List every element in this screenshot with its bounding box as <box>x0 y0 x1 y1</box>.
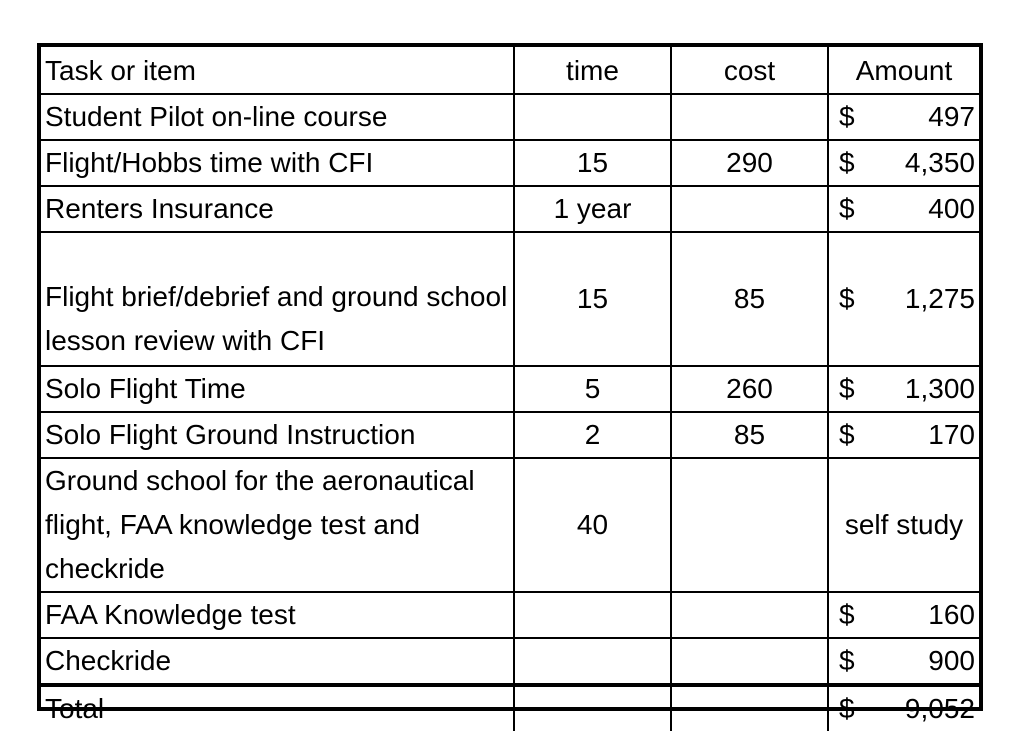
time-cell: 1 year <box>514 186 671 232</box>
cost-table-container <box>37 43 983 724</box>
header-amount: Amount <box>828 47 979 94</box>
amount-cell <box>828 232 979 366</box>
table-row <box>41 412 979 458</box>
table-row <box>41 140 979 186</box>
cost-cell: 85 <box>671 232 828 366</box>
time-cell: 15 <box>514 232 671 366</box>
time-cell <box>514 638 671 685</box>
cost-cell <box>671 592 828 638</box>
currency-symbol: $ <box>839 147 855 178</box>
time-cell: 40 <box>514 458 671 592</box>
cost-cell: 290 <box>671 140 828 186</box>
amount-cell: self study <box>828 458 979 592</box>
amount-value: 400 <box>928 193 975 224</box>
cost-cell <box>671 186 828 232</box>
table-row <box>41 232 979 366</box>
task-cell <box>41 458 514 592</box>
amount-cell <box>828 592 979 638</box>
amount-cell <box>828 412 979 458</box>
amount-value: 900 <box>928 645 975 676</box>
table-row <box>41 638 979 685</box>
header-task: Task or item <box>41 47 514 94</box>
cost-cell <box>671 94 828 140</box>
task-cell: Solo Flight Ground Instruction <box>41 412 514 458</box>
task-cell: Student Pilot on-line course <box>41 94 514 140</box>
currency-symbol: $ <box>839 373 855 404</box>
currency-symbol: $ <box>839 101 855 132</box>
total-amount-value: 9,052 <box>904 693 975 724</box>
amount-cell <box>828 94 979 140</box>
amount-value: 170 <box>928 419 975 450</box>
amount-value: 497 <box>928 101 975 132</box>
amount-value: 1,300 <box>904 373 975 404</box>
time-cell: 5 <box>514 366 671 412</box>
table-row <box>41 186 979 232</box>
time-cell: 15 <box>514 140 671 186</box>
header-time: time <box>514 47 671 94</box>
total-label: Total <box>41 685 514 731</box>
table-row <box>41 458 979 592</box>
table-row <box>41 366 979 412</box>
time-cell <box>514 592 671 638</box>
task-cell: Renters Insurance <box>41 186 514 232</box>
total-time-cell <box>514 685 671 731</box>
time-cell <box>514 94 671 140</box>
cost-table <box>41 47 979 731</box>
task-cell <box>41 232 514 366</box>
amount-cell <box>828 638 979 685</box>
time-cell: 2 <box>514 412 671 458</box>
currency-symbol: $ <box>839 599 855 630</box>
amount-value: 160 <box>928 599 975 630</box>
currency-symbol: $ <box>839 693 855 724</box>
task-cell: FAA Knowledge test <box>41 592 514 638</box>
amount-cell <box>828 366 979 412</box>
cost-cell: 85 <box>671 412 828 458</box>
currency-symbol: $ <box>839 283 855 314</box>
amount-value: 4,350 <box>904 147 975 178</box>
cost-cell <box>671 638 828 685</box>
task-cell: Flight/Hobbs time with CFI <box>41 140 514 186</box>
table-row <box>41 94 979 140</box>
amount-cell <box>828 140 979 186</box>
currency-symbol: $ <box>839 193 855 224</box>
cost-cell <box>671 458 828 592</box>
task-text: Ground school for the aeronautical flight, FAA knowledge test and checkride <box>45 465 475 584</box>
currency-symbol: $ <box>839 419 855 450</box>
amount-value: 1,275 <box>904 283 975 314</box>
table-row <box>41 592 979 638</box>
cost-cell: 260 <box>671 366 828 412</box>
task-text: Flight brief/debrief and ground school lesson review with CFI <box>45 281 508 356</box>
amount-cell <box>828 186 979 232</box>
total-amount-cell <box>828 685 979 731</box>
currency-symbol: $ <box>839 645 855 676</box>
header-cost: cost <box>671 47 828 94</box>
task-cell: Solo Flight Time <box>41 366 514 412</box>
total-row <box>41 685 979 731</box>
header-row <box>41 47 979 94</box>
task-cell: Checkride <box>41 638 514 685</box>
total-cost-cell <box>671 685 828 731</box>
